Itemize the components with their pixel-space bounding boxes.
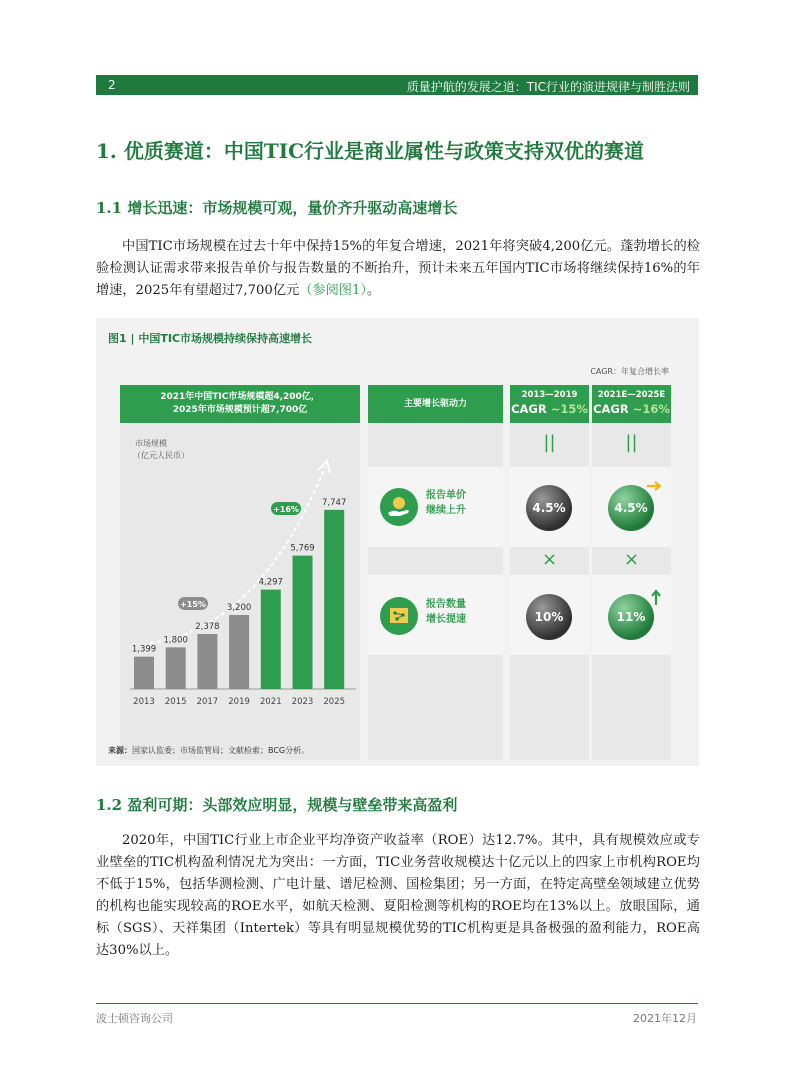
bar-value-label-2013: 1,399 (131, 644, 157, 655)
volume-growth-ball-2: 11% (608, 594, 654, 640)
bar-value-label-2017: 2,378 (195, 622, 220, 633)
cagr-label-2: CAGR (593, 402, 629, 416)
drivers-panel (368, 385, 503, 760)
bar-2025 (324, 510, 344, 689)
source-text: 国家认监委；市场监管局；文献检索；BCG分析。 (132, 746, 310, 755)
range-2013-2019: 2013—2019 (521, 390, 578, 400)
price-growth-ball-2: 4.5% (608, 485, 654, 531)
drivers-panel-header: 主要增长驱动力 (368, 385, 503, 423)
driver-price-label (426, 488, 466, 518)
bar-2019 (229, 615, 249, 689)
footer-divider (96, 1003, 698, 1004)
cagr-2021-2025-header (592, 385, 671, 423)
page-number: 2 (108, 78, 116, 92)
times-symbol-2: × (623, 549, 640, 570)
circuit-board-icon (380, 597, 418, 635)
cagr-label-1: CAGR (511, 402, 547, 416)
driver-price-line1: 报告单价 (426, 490, 466, 501)
times-symbol-1: × (541, 549, 558, 570)
arrow-up-icon (649, 588, 663, 606)
x-tick-label-2013: 2013 (133, 697, 155, 707)
paragraph-1-1-end: 。 (366, 283, 381, 298)
arrow-right-icon (646, 479, 664, 493)
header-bar (96, 75, 698, 95)
cagr-value-1: ~15% (550, 402, 588, 416)
bar-value-label-2019: 3,200 (226, 603, 252, 613)
x-tick-label-2017: 2017 (196, 697, 219, 707)
x-tick-label-2019: 2019 (228, 697, 250, 707)
bar-2023 (293, 556, 313, 689)
cagr-value-2: ~16% (632, 402, 670, 416)
panel1-head-line2: 2025年市场规模预计超7,700亿 (172, 405, 308, 415)
figure-source (108, 745, 309, 756)
market-size-bar-chart (120, 423, 360, 760)
cagr-2021-2025 (592, 401, 671, 417)
section-title: 1. 优质赛道：中国TIC行业是商业属性与政策支持双优的赛道 (96, 139, 644, 163)
market-size-panel-header (120, 385, 360, 423)
y-axis-label-line2: （亿元人民币） (133, 451, 189, 460)
range-2021-2025: 2021E—2025E (597, 390, 666, 400)
x-tick-label-2015: 2015 (164, 697, 187, 707)
figure-1 (96, 318, 699, 766)
cagr-2021-2025-column (592, 385, 671, 760)
cagr-bubble-15-label: +15% (180, 600, 206, 609)
driver-volume-line2: 增长提速 (426, 614, 466, 625)
bar-2013 (134, 657, 154, 689)
driver-price-line2: 继续上升 (426, 505, 466, 516)
hand-coin-icon (380, 488, 418, 526)
bar-value-label-2015: 1,800 (163, 635, 188, 646)
x-tick-label-2023: 2023 (291, 697, 314, 707)
cagr-2013-2019-header (510, 385, 589, 423)
cagr-note: CAGR：年复合增长率 (590, 367, 669, 376)
x-tick-label-2025: 2025 (323, 697, 346, 707)
footer-date: 2021年12月 (633, 1012, 697, 1025)
equals-symbol-1: || (543, 432, 556, 453)
y-axis-label-line1: 市场规模 (135, 439, 167, 448)
bar-2015 (166, 647, 186, 689)
volume-growth-ball-1: 10% (526, 594, 572, 640)
source-label: 来源： (108, 746, 132, 755)
price-growth-ball-1: 4.5% (526, 485, 572, 531)
running-title: 质量护航的发展之道：TIC行业的演进规律与制胜法则 (406, 80, 690, 94)
figure-title: 图1 | 中国TIC市场规模持续保持高速增长 (108, 332, 312, 345)
paragraph-1-2: 2020年，中国TIC行业上市企业平均净资产收益率（ROE）达12.7%。其中，具有规模效应或专业壁垒的TIC机构盈利情况尤为突出：一方面，TIC业务营收规模达十亿元以上的四家上市机构ROE均不低于15%，包括华测检测、广电计量、谱尼检测、国检集团；另一方面，在特定高壁垒领域建立优势的机构也能实现较高的ROE水平，如航天检测、夏阳检测等机构的ROE均在13%以上。放眼国际，通标（SGS）、天祥集团（Intertek）等具有明显规模优势的TIC机构更是具备极强的盈利能力，ROE高达30%以上。 (96, 833, 700, 958)
subsection-title-1-1: 1.1 增长迅速：市场规模可观，量价齐升驱动高速增长 (96, 199, 458, 217)
subsection-title-1-2: 1.2 盈利可期：头部效应明显，规模与壁垒带来高盈利 (96, 796, 458, 814)
bar-2021 (261, 590, 281, 689)
figure-reference-link[interactable]: （参阅图1） (299, 283, 367, 298)
bar-value-label-2023: 5,769 (290, 543, 315, 554)
equals-symbol-2: || (625, 432, 638, 453)
paragraph-1-1-text: 中国TIC市场规模在过去十年中保持15%的年复合增速，2021年将突破4,200亿元。蓬勃增长的检验检测认证需求带来报告单价与报告数量的不断抬升，预计未来五年国内TIC市场将继续保持16%的年增速，2025年有望超过7,700亿元 (96, 239, 700, 298)
footer-company: 波士顿咨询公司 (96, 1012, 173, 1025)
driver-volume-label (426, 597, 466, 627)
bar-2017 (197, 634, 217, 689)
market-size-panel (120, 385, 360, 760)
cagr-2013-2019-column (510, 385, 589, 760)
cagr-bubble-16-label: +16% (273, 505, 299, 514)
driver-volume-line1: 报告数量 (426, 599, 466, 610)
paragraph-1-1 (96, 236, 700, 302)
bar-value-label-2025: 7,747 (322, 497, 347, 508)
panel1-head-line1: 2021年中国TIC市场规模超4,200亿， (160, 392, 320, 402)
x-tick-label-2021: 2021 (259, 697, 282, 707)
cagr-2013-2019 (510, 401, 589, 417)
bar-value-label-2021: 4,297 (258, 577, 283, 588)
